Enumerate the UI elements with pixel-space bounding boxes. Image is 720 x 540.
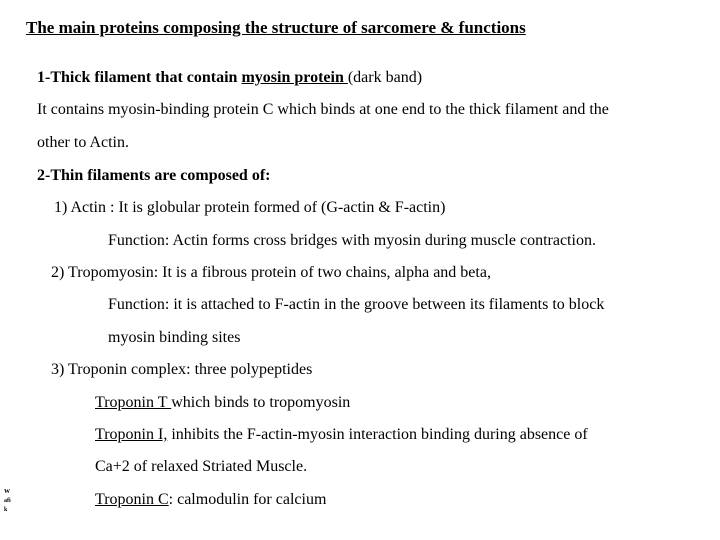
tropomyosin-item: 2) Tropomyosin: It is a fibrous protein of two chains, alpha and beta, <box>51 264 491 281</box>
troponin-t-text: which binds to tropomyosin <box>171 394 351 411</box>
troponin-i-item <box>95 425 588 445</box>
troponin-i-text: inhibits the F-actin-myosin interaction binding during absence of <box>167 426 588 443</box>
troponin-c-term: Troponin C <box>95 491 169 508</box>
thick-filament-heading <box>37 68 422 88</box>
author-side-mark: Wafik <box>4 489 11 513</box>
myosin-protein-term: myosin protein <box>241 69 348 86</box>
thin-filaments-heading: 2-Thin filaments are composed of: <box>37 167 271 184</box>
troponin-i-continuation: Ca+2 of relaxed Striated Muscle. <box>95 458 308 475</box>
thick-filament-label: 1-Thick filament that contain <box>37 69 242 86</box>
troponin-c-item <box>95 490 326 510</box>
troponin-i-term: Troponin I, <box>95 426 168 443</box>
tropomyosin-function-line-1: Function: it is attached to F-actin in the groove between its filaments to block <box>108 296 605 313</box>
troponin-c-text: : calmodulin for calcium <box>168 491 327 508</box>
dark-band-note: (dark band) <box>347 69 423 86</box>
troponin-t-item <box>95 393 350 413</box>
actin-item: 1) Actin : It is globular protein formed of (G-actin & F-actin) <box>54 199 446 216</box>
thick-filament-description-line-1: It contains myosin-binding protein C which binds at one end to the thick filament and the <box>37 101 609 118</box>
actin-function: Function: Actin forms cross bridges with myosin during muscle contraction. <box>108 232 596 249</box>
troponin-t-term: Troponin T <box>95 394 172 411</box>
troponin-complex-item: 3) Troponin complex: three polypeptides <box>51 361 313 378</box>
slide-title: The main proteins composing the structure of sarcomere & functions <box>26 18 526 37</box>
tropomyosin-function-line-2: myosin binding sites <box>108 329 241 346</box>
thick-filament-description-line-2: other to Actin. <box>37 134 129 151</box>
